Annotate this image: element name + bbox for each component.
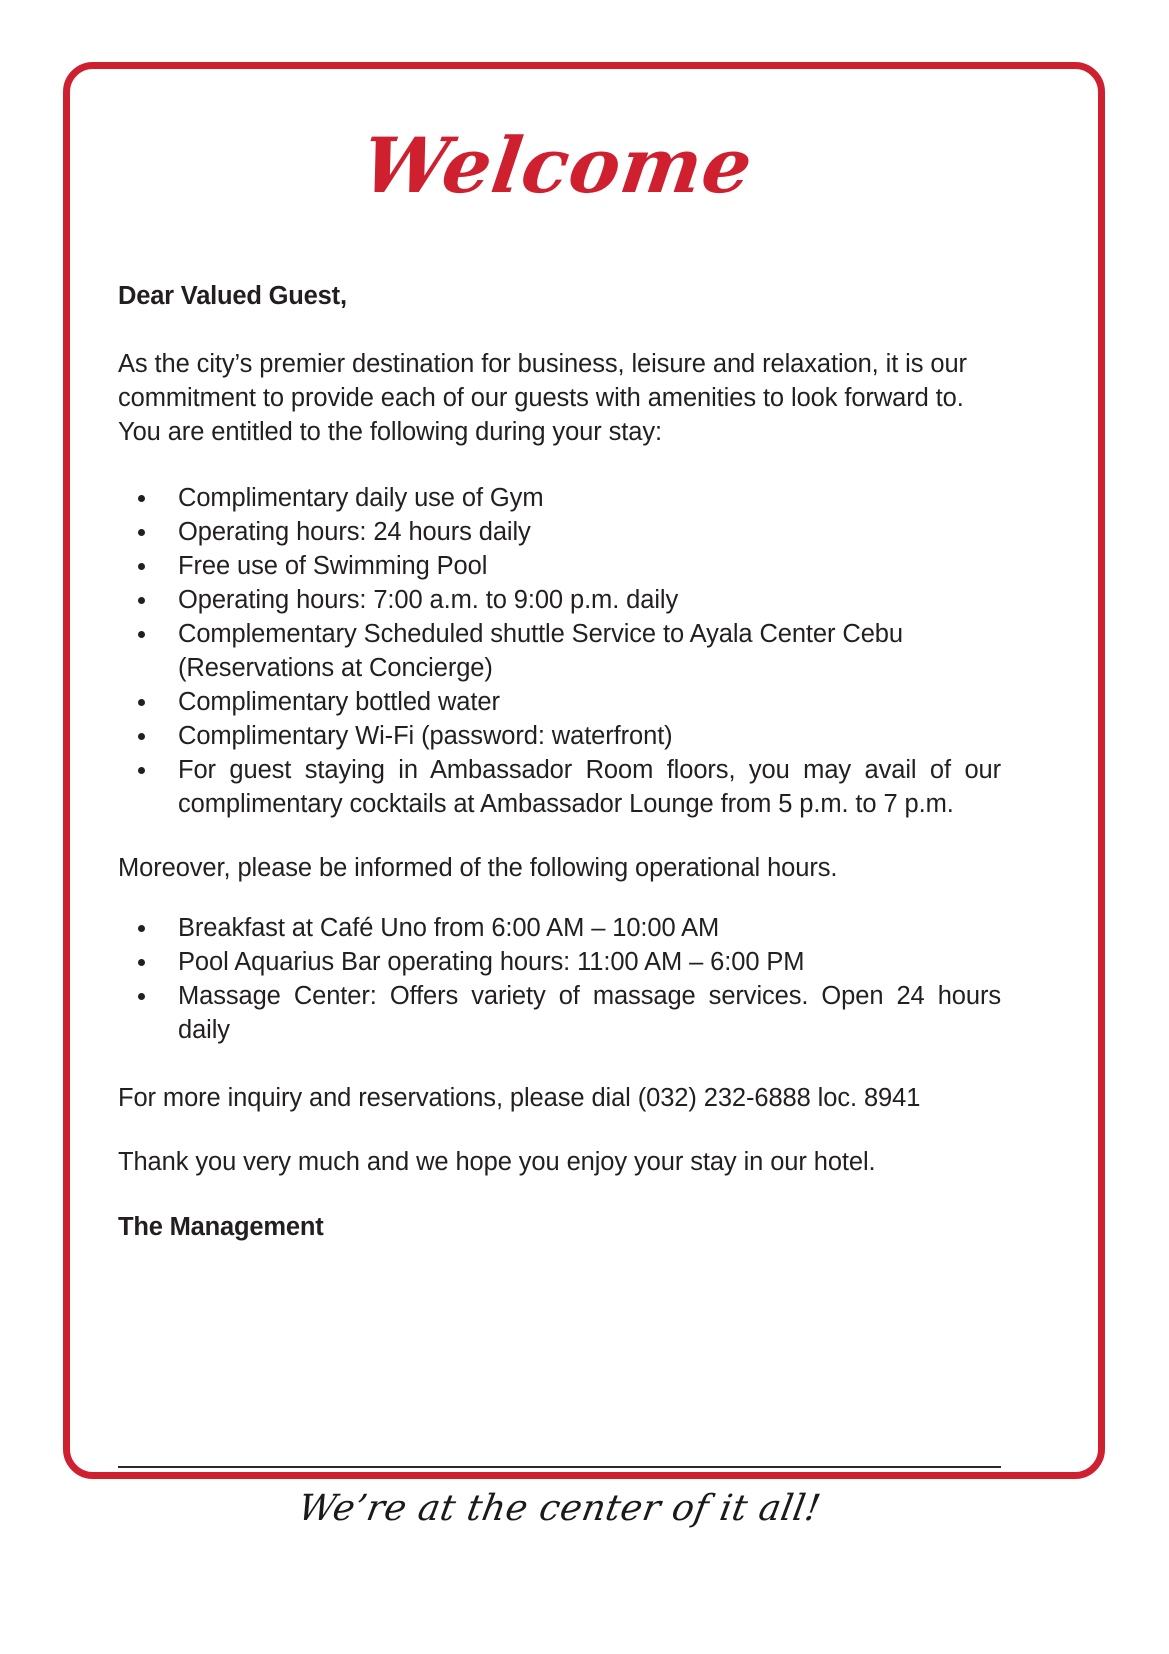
bullet-dot-icon xyxy=(138,699,145,706)
intro-paragraph: As the city’s premier destination for business, leisure and relaxation, it is our commitment to provide each of our guests with amenities to look forward to. You are entitled to the following during your stay: xyxy=(118,350,967,446)
page-title: Welcome xyxy=(356,121,759,210)
thanks-paragraph: Thank you very much and we hope you enjoy your stay in our hotel. xyxy=(118,1148,876,1176)
list-item-label: Operating hours: 7:00 a.m. to 9:00 p.m. daily xyxy=(178,586,679,614)
list-item xyxy=(118,719,1001,753)
list-item-label: Operating hours: 24 hours daily xyxy=(178,518,531,546)
moreover-paragraph: Moreover, please be informed of the following operational hours. xyxy=(118,854,838,882)
list-item-label: For guest staying in Ambassador Room floors, you may avail of our complimentary cocktails at Ambassador Lounge from 5 p.m. to 7 p.m. xyxy=(178,756,1001,818)
bullet-dot-icon xyxy=(138,631,145,638)
salutation: Dear Valued Guest, xyxy=(118,282,347,310)
list-item xyxy=(118,617,1001,685)
list-item-label: Breakfast at Café Uno from 6:00 AM – 10:00 AM xyxy=(178,914,720,942)
list-item-label: Complimentary bottled water xyxy=(178,688,500,716)
amenities-list xyxy=(118,449,1001,821)
letter-content xyxy=(118,100,1001,1242)
bullet-dot-icon xyxy=(138,993,145,1000)
bullet-dot-icon xyxy=(138,767,145,774)
bullet-dot-icon xyxy=(138,495,145,502)
signoff: The Management xyxy=(118,1213,324,1241)
bullet-dot-icon xyxy=(138,925,145,932)
list-item xyxy=(118,583,1001,617)
contact-paragraph: For more inquiry and reservations, please dial (032) 232-6888 loc. 8941 xyxy=(118,1084,921,1112)
list-item xyxy=(118,685,1001,719)
list-item-label: Massage Center: Offers variety of massage services. Open 24 hours daily xyxy=(178,982,1001,1044)
list-item-label: Complimentary Wi-Fi (password: waterfront) xyxy=(178,722,673,750)
bullet-dot-icon xyxy=(138,733,145,740)
list-item xyxy=(118,979,1001,1047)
footer-tagline: We’re at the center of it all! xyxy=(295,1488,824,1529)
list-item xyxy=(118,515,1001,549)
list-item-label: Pool Aquarius Bar operating hours: 11:00 AM – 6:00 PM xyxy=(178,948,805,976)
list-item xyxy=(118,481,1001,515)
bullet-dot-icon xyxy=(138,529,145,536)
bullet-dot-icon xyxy=(138,563,145,570)
list-item xyxy=(118,945,1001,979)
list-item xyxy=(118,549,1001,583)
bullet-dot-icon xyxy=(138,597,145,604)
footer-divider xyxy=(118,1466,1001,1468)
operational-hours-list xyxy=(118,885,1001,1047)
list-item-label: Free use of Swimming Pool xyxy=(178,552,488,580)
list-item xyxy=(118,911,1001,945)
list-item-label: Complementary Scheduled shuttle Service to Ayala Center Cebu (Reservations at Concierge) xyxy=(178,620,903,682)
list-item xyxy=(118,753,1001,821)
bullet-dot-icon xyxy=(138,959,145,966)
list-item-label: Complimentary daily use of Gym xyxy=(178,484,544,512)
